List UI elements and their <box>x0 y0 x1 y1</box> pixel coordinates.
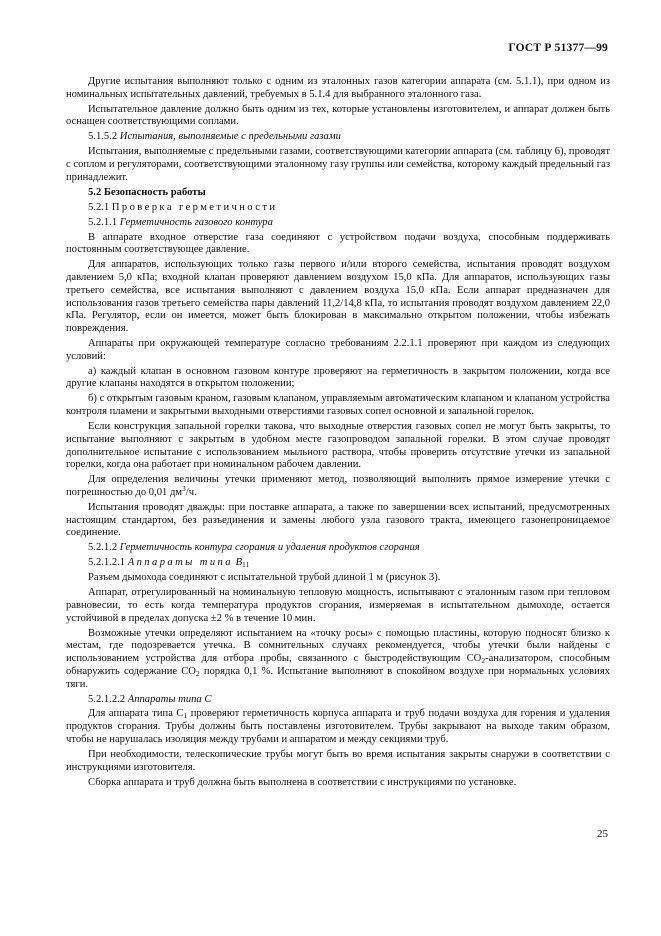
paragraph: Сборка аппарата и труб должна быть выполнена в соответствии с инструкциями по установке. <box>88 776 517 788</box>
paragraph: Возможные утечки определяют испытанием на «точку росы» с помощью пластины, которую подносят близко к местам, где подозревается утечка. В сомнительных случаях рекомендуется, чтобы утечки были найдены с использованием устройства для отбора пробы, связанного с быстродействующим $CO_2$-анализатором, способным обнаружить содержание $CO_2$ порядка 0,1 %. Испытание выполняют в спокойном воздухе при нормальных условиях тяги. <box>66 627 611 690</box>
page-number: 25 <box>597 828 608 840</box>
paragraph: Если конструкция запальной горелки такова, что выходные отверстия газовых сопел не могут быть закрыты, то испытание выполняют с закрытым в удобном месте газопроводом запальной горелки. В этом случае проводят дополнительное испытание с использованием мыльного раствора, чтобы проверить отсутствие утечки из запальной горелки, когда она работает при номинальном рабочем давлении. <box>66 421 610 471</box>
paragraph: Для аппаратов, использующих только газы первого и/или второго семейства, испытания проводят воздухом давлением 5,0 кПа; входной клапан проверяют давлением воздухом 15,0 кПа. Для аппаратов, использующих газы третьего семейства, все испытания выполняют с давлением воздуха 15,0 кПа. Если аппарат предназначен для использования газов третьего семейства пары давлений 11,2/14,8 кПа, то испытания проводят воздухом давлением 22,0 кПа. Регулятор, если он имеется, может быть блокирован в максимально открытом положении, чтобы избежать повреждения. <box>66 259 610 334</box>
paragraph: Испытательное давление должно быть одним из тех, которые установлены изготовителем, и аппарат должен быть оснащен соответствующими соплами. <box>66 103 610 128</box>
paragraph: Испытания, выполняемые с предельными газами, соответствующими категории аппарата (см. таблицу 6), проводят с соплом и регуляторами, соответствующими эталонному газу группы или семейства, которому каждый предельный газ принадлежит. <box>66 146 610 183</box>
list-item: б) с открытым газовым краном, газовым клапаном, управляемым автоматическим клапаном и клапаном устройства контроля пламени и закрытыми выходными отверстиями газовых сопел основной и запальной горелок. <box>66 393 610 418</box>
paragraph: Аппараты при окружающей температуре согласно требованиям 2.2.1.1 проверяют при каждом из следующих условий: <box>66 337 610 362</box>
document-body <box>66 76 610 789</box>
section-5-2-1-1-heading: 5.2.1.1 Герметичность газового контура <box>88 216 273 228</box>
section-5-1-5-2-heading: 5.1.5.2 Испытания, выполняемые с предельными газами <box>88 131 341 143</box>
section-5-2-1-2-heading: 5.2.1.2 Герметичность контура сгорания и удаления продуктов сгорания <box>88 542 420 554</box>
list-item: а) каждый клапан в основном газовом контуре проверяют на герметичность в закрытом положении, когда все другие клапаны находятся в открытом положении; <box>66 365 610 390</box>
section-5-2-1-heading: 5.2.1 Проверка герметичности <box>88 201 278 213</box>
standard-header: ГОСТ Р 51377—99 <box>508 42 608 54</box>
paragraph: Аппарат, отрегулированный на номинальную тепловую мощность, испытывают с эталонным газом при тепловом равновесии, то есть когда температура продуктов сгорания, измеряемая в испытательном дымоходе, остается устойчивой в пределах допуска ±2 % в течение 10 мин. <box>66 587 610 624</box>
paragraph: В аппарате входное отверстие газа соединяют с устройством подачи воздуха, способным поддерживать постоянным соответствующее давление. <box>66 231 610 256</box>
section-5-2-1-2-2-heading: 5.2.1.2.2 Аппараты типа C <box>88 693 212 705</box>
section-5-2-1-2-1-heading: 5.2.1.2.1 Аппараты типа $B_{11}$ <box>88 557 250 570</box>
paragraph: Другие испытания выполняют только с одним из эталонных газов категории аппарата (см. 5.1.1), при одном из номинальных испытательных давлений, требуемых в 5.1.4 для выбранного эталонного газа. <box>66 76 610 100</box>
paragraph: Разъем дымохода соединяют с испытательной трубой длиной 1 м (рисунок 3). <box>88 572 441 584</box>
paragraph: Для аппарата типа $C_1$ проверяют герметичность корпуса аппарата и труб подачи воздуха для горения и удаления продуктов сгорания. Трубы должны быть поставлены изготовителем. Трубы закрывают на выходе таким образом, чтобы не нарушалась изоляция между трубами и аппаратом и между секциями труб. <box>66 708 610 745</box>
section-5-2-heading: 5.2 Безопасность работы <box>88 186 206 198</box>
paragraph: При необходимости, телескопические трубы могут быть во время испытания закрыты снаружи в соответствии с инструкциями изготовителя. <box>66 748 610 773</box>
paragraph: Испытания проводят дважды: при поставке аппарата, а также по завершении всех испытаний, предусмотренных настоящим стандартом, без разъединения и замены любого узла газового тракта, имеющего газонепроницаемое соединение. <box>66 501 610 539</box>
paragraph: Для определения величины утечки применяют метод, позволяющий выполнить прямое измерение утечки с погрешностью до 0,01 $дм^3/ч$. <box>66 474 610 498</box>
